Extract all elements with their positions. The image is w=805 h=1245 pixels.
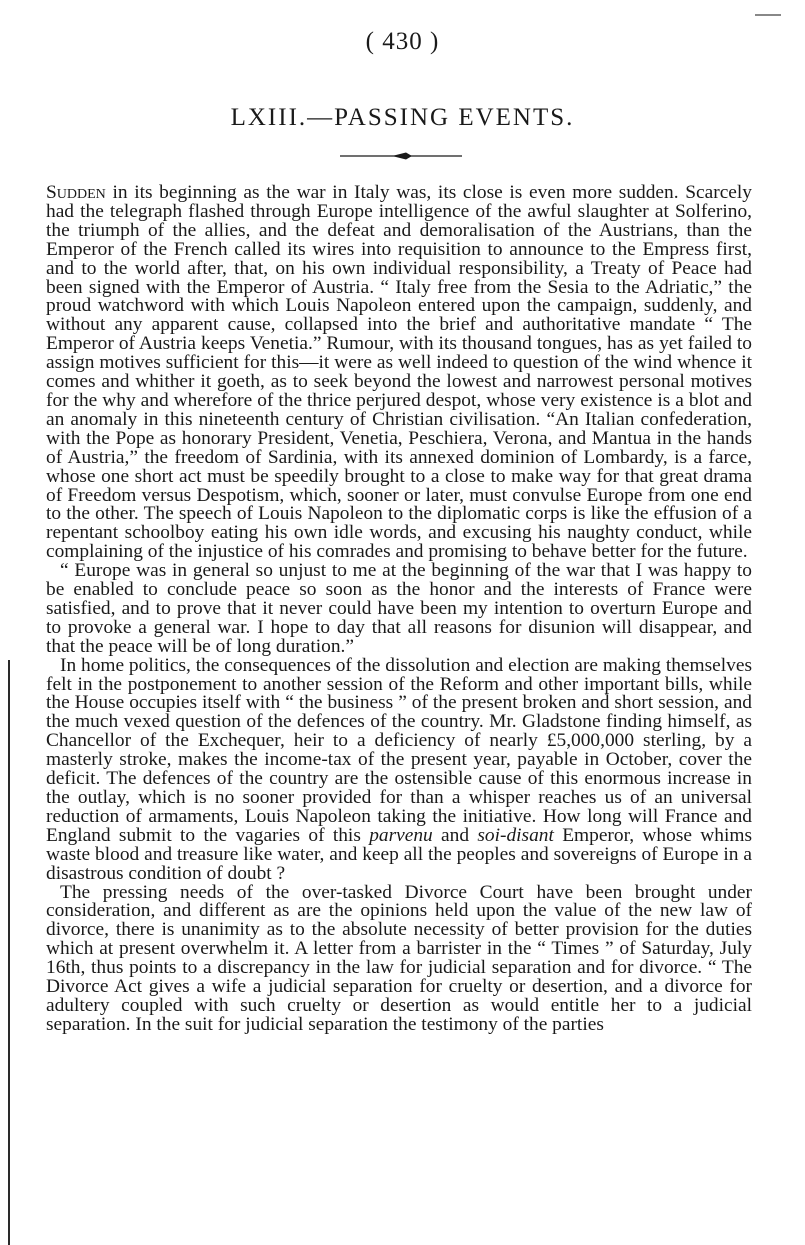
corner-mark [755,14,781,16]
title-ornament-icon [340,150,462,162]
italic-parvenu: parvenu [369,824,433,846]
paragraph-3 [46,654,752,884]
italic-soi-disant: soi-disant [477,824,554,846]
paragraph-3-text-a: In home politics, the consequences of the dissolution and election are making themselves felt in the postponement to another session of the Reform and other important bills, while the House occupies itself with “ the business ” of the present broken and short session, and the much vexed question of the defences of the country. Mr. Gladstone finding himself, as Chancellor of the Exchequer, heir to a deficiency of nearly £5,000,000 sterling, by a masterly stroke, makes the income-tax of the present year, payable in October, cover the deficit. The defences of the country are the ostensible cause of this enormous increase in the outlay, which is no sooner provided for than a whisper reaches us of an universal reduction of armaments, Louis Napoleon taking the initiative. How long will France and England submit to the vagaries of this [46,654,752,846]
article-body [46,184,752,1035]
article-title: LXIII.—PASSING EVENTS. [230,104,575,131]
drop-word: Sudden [46,182,106,203]
paragraph-3-text-c: Emperor, whose whims waste blood and treasure like water, and keep all the peoples and sovereigns of Europe in a disastrous condition of doubt ? [46,824,752,884]
paragraph-1-text: in its beginning as the war in Italy was, its close is even more sudden. Scarcely had the telegraph flashed through Europe intelligence of the awful slaughter at Solferino, the triumph of the allies, and the defeat and demoralisation of the Austrians, than the Emperor of the French called its wires into requisition to announce to the Empress first, and to the world after, that, on his own individual responsibility, a Treaty of Peace had been signed with the Emperor of Austria. “ Italy free from the Sesia to the Adriatic,” the proud watchword with which Louis Napoleon entered upon the campaign, suddenly, and without any apparent cause, collapsed into the brief and authoritative mandate “ The Emperor of Austria keeps Venetia.” Rumour, with its thousand tongues, has as yet failed to assign motives sufficient for this—it were as well indeed to question of the wind whence it comes and whither it goeth, as to seek beyond the lowest and narrowest personal motives for the why and wherefore of the thrice perjured despot, whose very existence is a blot and an anomaly in this nineteenth century of Christian civilisation. “An Italian confederation, with the Pope as honorary President, Venetia, Peschiera, Verona, and Mantua in the hands of Austria,” the freedom of Sardinia, with its annexed dominion of Lombardy, is a farce, whose one short act must be speedily brought to a close to make way for that great drama of Freedom versus Despotism, which, sooner or later, must convulse Europe from one end to the other. The speech of Louis Napoleon to the diplomatic corps is like the effusion of a repentant schoolboy eating his own idle words, and excusing his naughty conduct, while complaining of the injustice of his comrades and promising to behave better for the future. [46,182,752,563]
page-number: ( 430 ) [365,28,440,55]
paragraph-1 [46,184,752,562]
paragraph-4: The pressing needs of the over-tasked Divorce Court have been brought under consideration, and different as are the opinions held upon the value of the new law of divorce, there is unanimity as to the absolute necessity of better provision for the duties which at present overwhelm it. A letter from a barrister in the “ Times ” of Saturday, July 16th, thus points to a discrepancy in the law for judicial separation and for divorce. “ The Divorce Act gives a wife a judicial separation for cruelty or desertion, and a divorce for adultery coupled with such cruelty or desertion as would entitle her to a judicial separation. In the suit for judicial separation the testimony of the parties [46,881,752,1035]
paragraph-2-quote: “ Europe was in general so unjust to me at the beginning of the war that I was happy to be enabled to conclude peace so soon as the honor and the interests of France were satisfied, and to prove that it never could have been my intention to overturn Europe and to provoke a general war. I hope to day that all reasons for disunion will disappear, and that the peace will be of long duration.” [46,560,752,657]
left-margin-rule [8,660,10,1245]
paragraph-3-text-b: and [432,824,478,846]
